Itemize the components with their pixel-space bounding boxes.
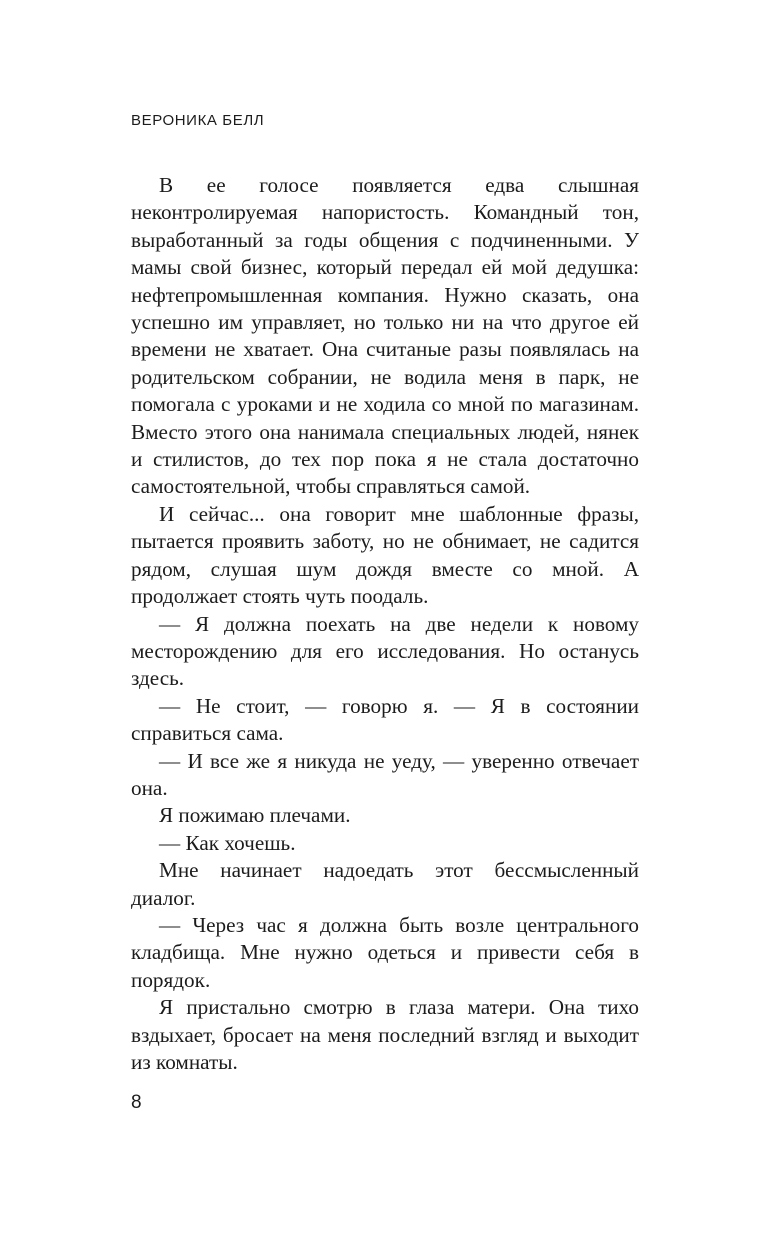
paragraph: — Я должна поехать на две недели к новому месторождению для его исследования. Но останусь здесь. (131, 611, 639, 691)
paragraph: — Не стоит, — говорю я. — Я в состоянии справиться сама. (131, 693, 639, 746)
paragraph: И сейчас... она говорит мне шаблонные фразы, пытается проявить заботу, но не обнимает, не садится рядом, слушая шум дождя вместе со мной. А продолжает стоять чуть поодаль. (131, 501, 639, 609)
running-head-author: ВЕРОНИКА БЕЛЛ (131, 112, 265, 129)
paragraph: Я пристально смотрю в глаза матери. Она тихо вздыхает, бросает на меня последний взгляд и выходит из комнаты. (131, 995, 639, 1074)
body-text (131, 172, 639, 1076)
paragraph: — Через час я должна быть возле центрального кладбища. Мне нужно одеться и привести себя в порядок. (131, 912, 639, 992)
paragraph: — Как хочешь. (159, 830, 296, 855)
page-number: 8 (131, 1092, 142, 1113)
paragraph: — И все же я никуда не уеду, — уверенно отвечает она. (131, 748, 639, 800)
paragraph: Мне начинает надоедать этот бессмысленный диалог. (131, 858, 639, 910)
paragraph: В ее голосе появляется едва слышная неконтролируемая напористость. Командный тон, выработанный за годы общения с подчиненными. У мамы свой бизнес, который передал ей мой дедушка: нефтепромышленная компания. Нужно сказать, она успешно им управляет, но только ни на что другое ей времени не хватает. Она считаные разы появлялась на родительском собрании, не водила меня в парк, не помогала с уроками и не ходила со мной по магазинам. Вместо этого она нанимала специальных людей, нянек и стилистов, до тех пор пока я не стала достаточно самостоятельной, чтобы справляться самой. (131, 173, 639, 499)
paragraph: Я пожимаю плечами. (159, 803, 351, 828)
